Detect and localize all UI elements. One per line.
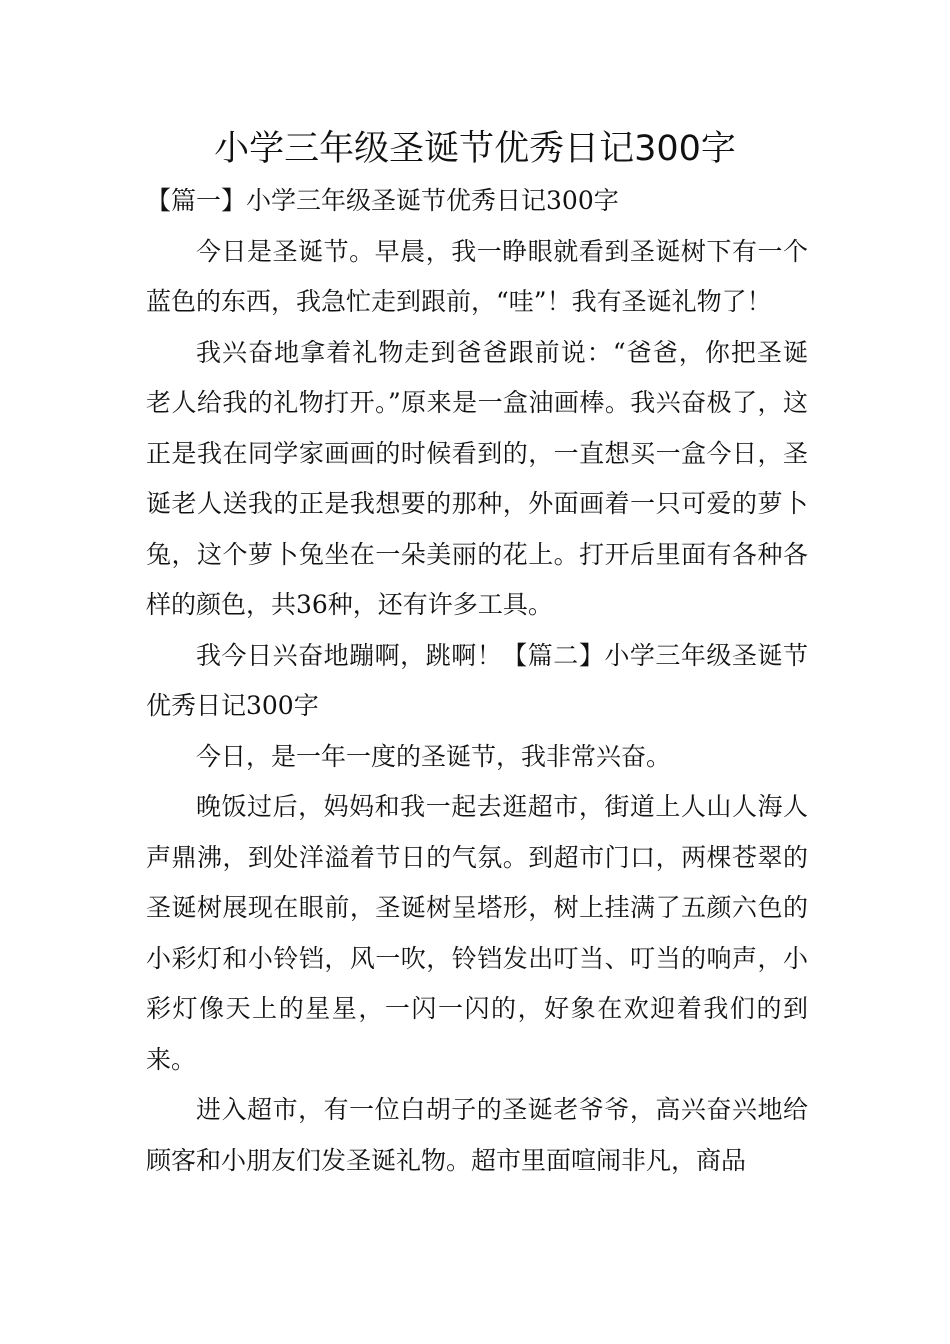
paragraph: 我兴奋地拿着礼物走到爸爸跟前说：“爸爸，你把圣诞老人给我的礼物打开。”原来是一盒油画棒。我兴奋极了，这正是我在同学家画画的时候看到的，一直想买一盒今日，圣诞老人送我的正是我想要的那种，外面画着一只可爱的萝卜兔，这个萝卜兔坐在一朵美丽的花上。打开后里面有各种各样的颜色，共36种，还有许多工具。 bbox=[146, 337, 808, 619]
paragraph: 今日，是一年一度的圣诞节，我非常兴奋。 bbox=[196, 741, 672, 771]
section-heading-1: 【篇一】小学三年级圣诞节优秀日记300字 bbox=[146, 186, 619, 215]
paragraph: 我今日兴奋地蹦啊，跳啊！【篇二】小学三年级圣诞节优秀日记300字 bbox=[146, 640, 808, 720]
paragraph: 进入超市，有一位白胡子的圣诞老爷爷，高兴奋兴地给顾客和小朋友们发圣诞礼物。超市里面喧闹非凡，商品 bbox=[146, 1095, 808, 1175]
document-body bbox=[146, 176, 808, 1186]
document-title: 小学三年级圣诞节优秀日记300字 bbox=[214, 129, 736, 169]
paragraph: 晚饭过后，妈妈和我一起去逛超市，街道上人山人海人声鼎沸，到处洋溢着节日的气氛。到超市门口，两棵苍翠的圣诞树展现在眼前，圣诞树呈塔形，树上挂满了五颜六色的小彩灯和小铃铛，风一吹，铃铛发出叮当、叮当的响声，小彩灯像天上的星星，一闪一闪的，好象在欢迎着我们的到来。 bbox=[146, 792, 808, 1074]
paragraph: 今日是圣诞节。早晨，我一睁眼就看到圣诞树下有一个蓝色的东西，我急忙走到跟前，“哇”！我有圣诞礼物了！ bbox=[146, 236, 808, 316]
